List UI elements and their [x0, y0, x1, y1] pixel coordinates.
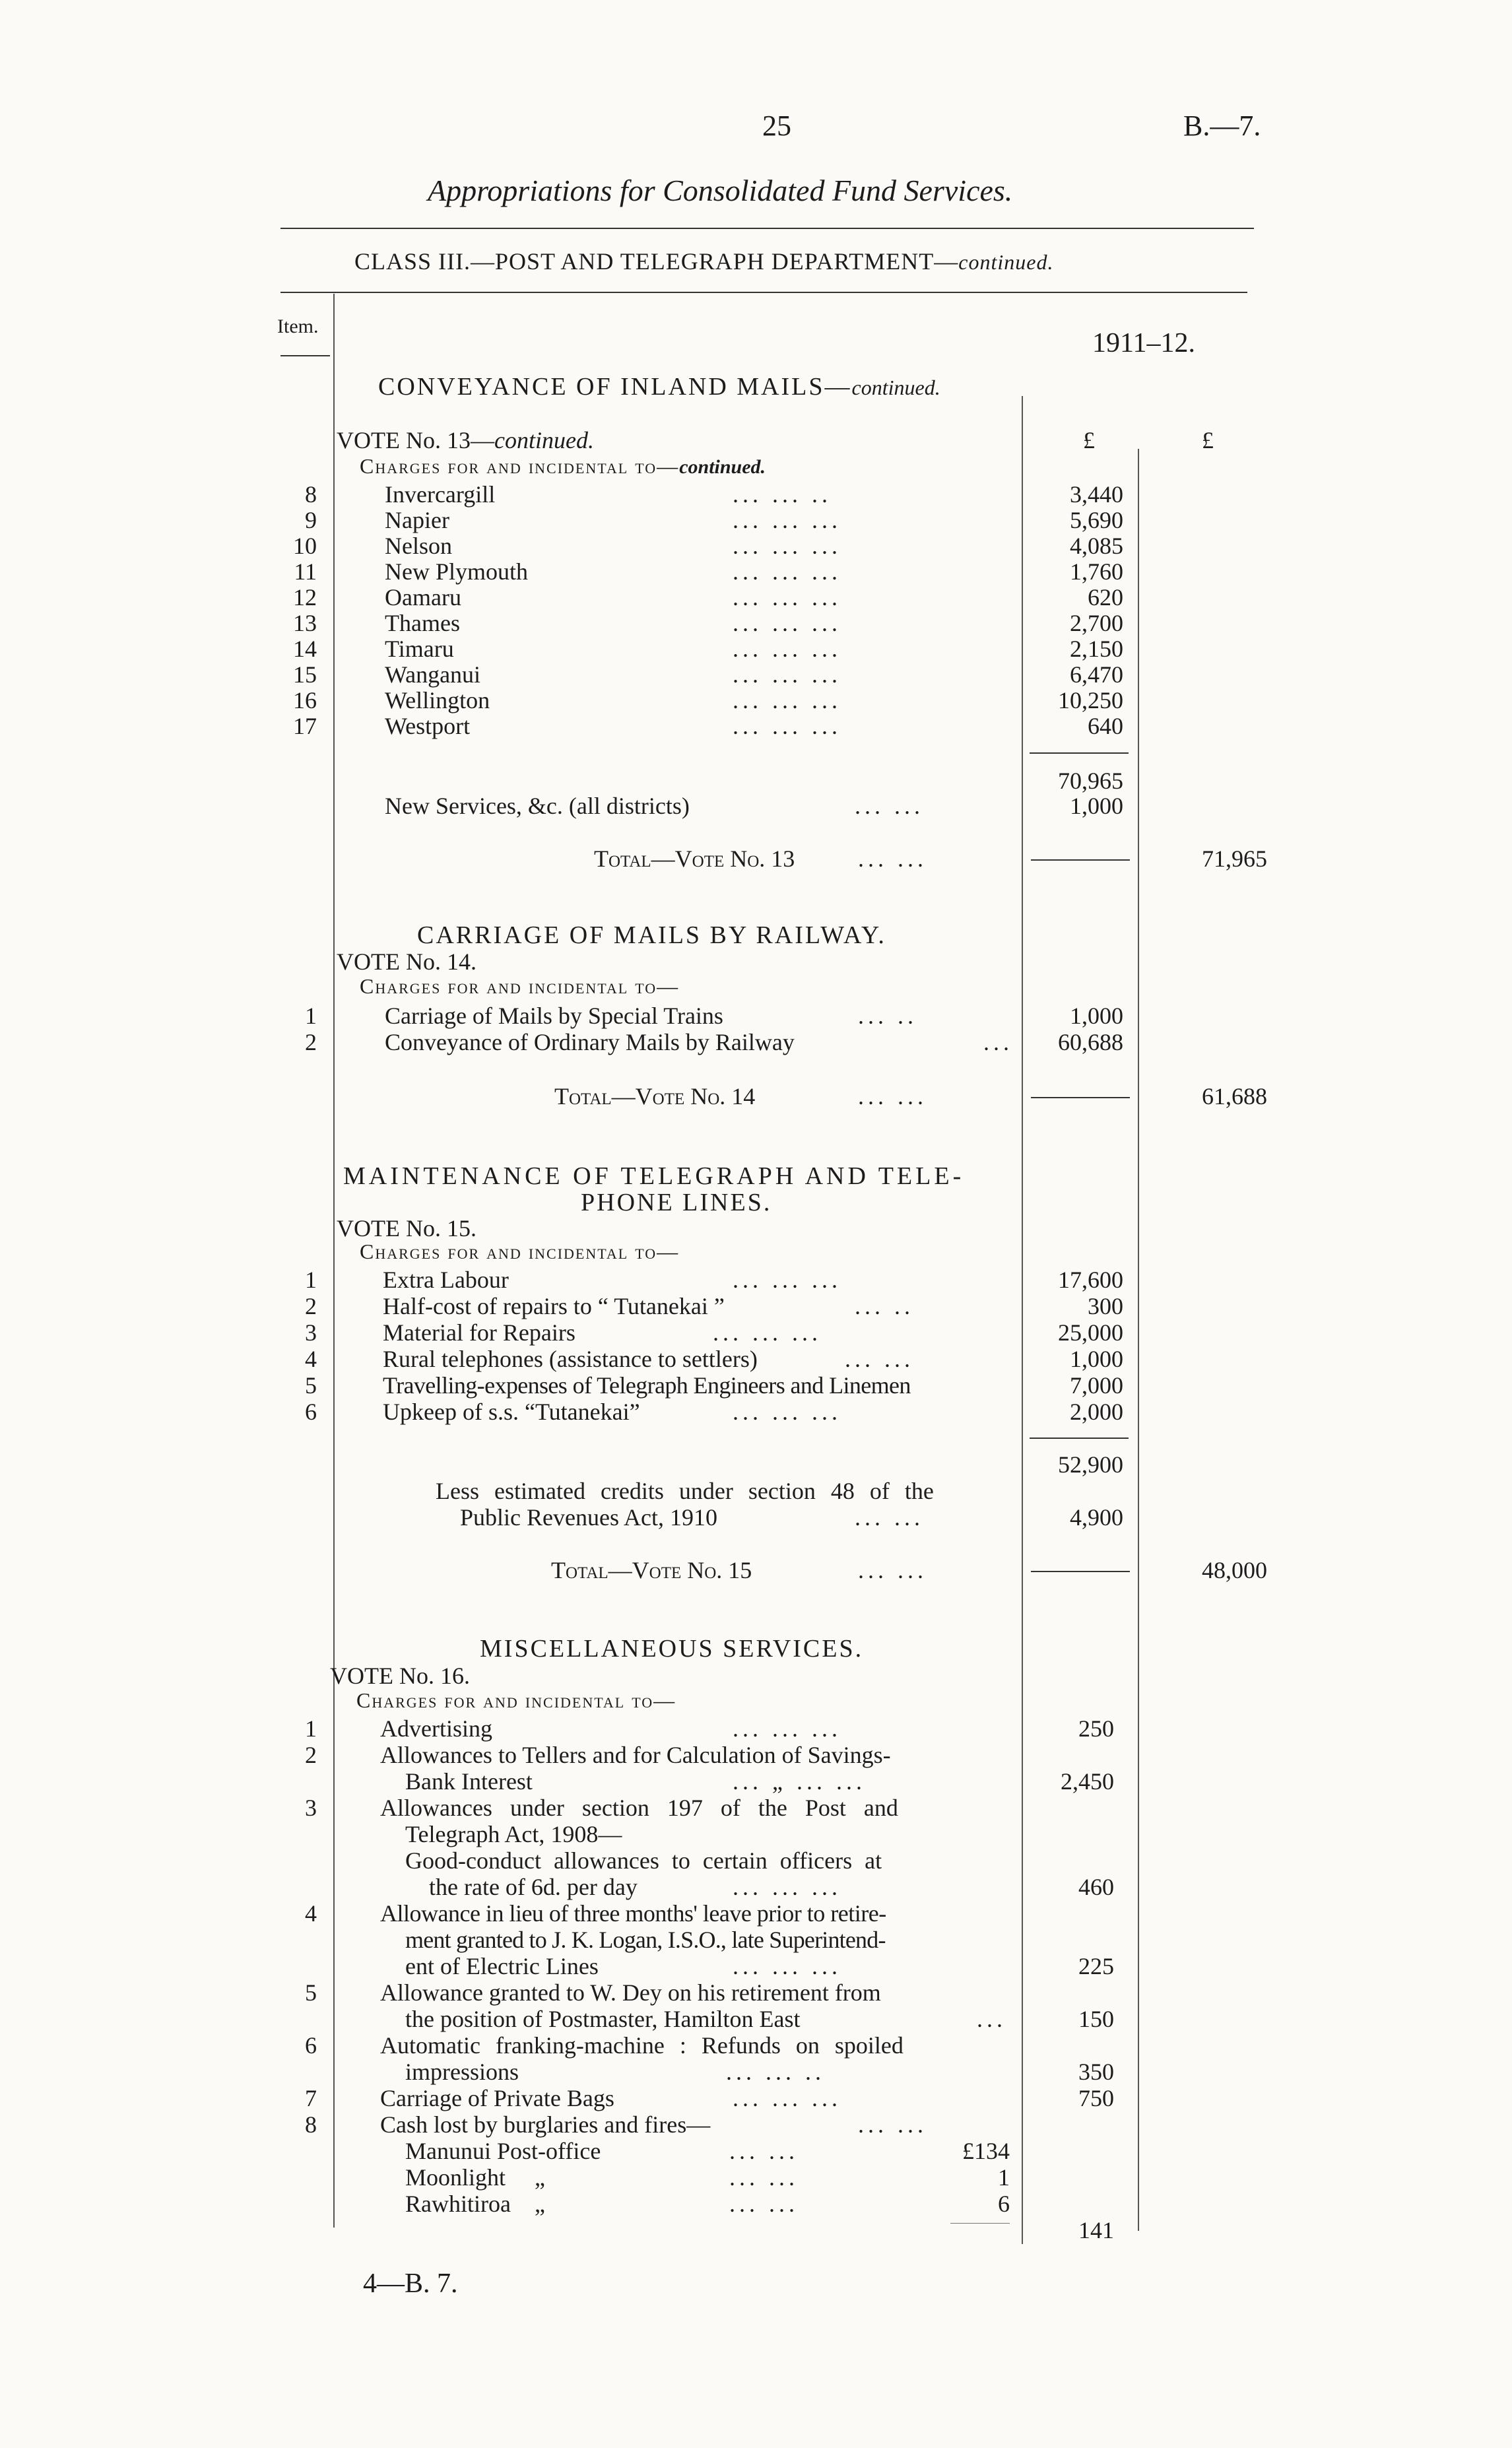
item-label: New Plymouth — [385, 558, 529, 585]
vote-16-label: VOTE No. 16. — [330, 1663, 470, 1689]
item-number: 2 — [305, 1742, 317, 1768]
leader-dots: ... ... ... — [733, 1874, 841, 1900]
item-number: 5 — [305, 1979, 317, 2006]
item-number: 16 — [293, 687, 317, 713]
item-number: 10 — [293, 533, 317, 559]
leader-dots: ... ... — [858, 845, 927, 872]
item-amount: 1,760 — [1070, 558, 1123, 585]
item-number: 6 — [305, 2032, 317, 2059]
vote-13-total: 71,965 — [1202, 845, 1267, 872]
item-label: Westport — [385, 713, 471, 739]
subtotal-rule — [1030, 752, 1129, 754]
subtotal-rule — [1030, 1438, 1129, 1439]
vote-14-charges: Charges for and incidental to— — [360, 974, 680, 998]
item-amount: 150 — [1078, 2006, 1114, 2032]
total-dash — [1031, 859, 1130, 861]
section-heading-telegraph: MAINTENANCE OF TELEGRAPH AND TELE- — [343, 1162, 965, 1190]
item-number: 15 — [293, 661, 317, 688]
page-number: 25 — [762, 110, 791, 142]
vote-13-charges: Charges for and incidental to—continued. — [360, 454, 766, 478]
item-label-line1: Allowances under section 197 of the Post and — [380, 1795, 898, 1821]
item-number: 4 — [305, 1346, 317, 1372]
ditto-mark: „ — [535, 2191, 545, 2217]
sub-total-rule — [950, 2223, 1010, 2224]
item-column-header: Item. — [277, 315, 319, 337]
section-heading-railway: CARRIAGE OF MAILS BY RAILWAY. — [417, 921, 886, 949]
item-number: 3 — [305, 1319, 317, 1346]
item-label: Timaru — [385, 636, 454, 662]
item-label: Carriage of Mails by Special Trains — [385, 1003, 723, 1029]
sub-item-amount: 6 — [998, 2191, 1010, 2217]
item-amount: 7,000 — [1070, 1372, 1123, 1399]
item-amount: 300 — [1088, 1293, 1123, 1319]
item-number: 4 — [305, 1900, 317, 1927]
item-amount: 640 — [1088, 713, 1123, 739]
title-rule — [280, 228, 1254, 229]
item-amount: 225 — [1078, 1953, 1114, 1979]
item-label: Oamaru — [385, 584, 461, 611]
item-number: 8 — [305, 2111, 317, 2138]
item-column-rule — [333, 294, 335, 2228]
less-credits-amount: 4,900 — [1070, 1504, 1123, 1531]
leader-dots: ... — [983, 1029, 1013, 1055]
less-credits-line1: Less estimated credits under section 48 of the — [436, 1478, 934, 1504]
item-amount: 17,600 — [1058, 1267, 1123, 1293]
item-amount: 141 — [1078, 2217, 1114, 2243]
less-credits-line2: Public Revenues Act, 1910 — [460, 1504, 717, 1531]
item-amount: 460 — [1078, 1874, 1114, 1900]
item-number: 2 — [305, 1293, 317, 1319]
leader-dots: ... .. — [858, 1003, 917, 1029]
item-number: 1 — [305, 1267, 317, 1293]
vote-14-total: 61,688 — [1202, 1083, 1267, 1109]
sub-item-label: Rawhitiroa — [405, 2191, 511, 2217]
item-amount: 2,150 — [1070, 636, 1123, 662]
item-label: Napier — [385, 507, 449, 533]
section-heading-telegraph-line2: PHONE LINES. — [581, 1189, 772, 1216]
vote-15-charges: Charges for and incidental to— — [360, 1240, 680, 1263]
item-number: 9 — [305, 507, 317, 533]
item-number: 8 — [305, 481, 317, 508]
item-amount: 25,000 — [1058, 1319, 1123, 1346]
leader-dots: ... ... ... — [733, 636, 841, 662]
item-number: 5 — [305, 1372, 317, 1399]
item-number: 2 — [305, 1029, 317, 1055]
vote-15-total-label: Total—Vote No. 15 — [551, 1557, 752, 1583]
item-number: 6 — [305, 1399, 317, 1425]
pound-symbol-amount: £ — [1083, 427, 1095, 453]
item-label: Invercargill — [385, 481, 496, 508]
item-label-line2: Telegraph Act, 1908— — [405, 1821, 622, 1847]
header-rule — [280, 292, 1247, 293]
item-label-line3: ent of Electric Lines — [405, 1953, 599, 1979]
leader-dots: ... ... ... — [733, 1715, 841, 1742]
item-label: Thames — [385, 610, 460, 636]
leader-dots: ... ... ... — [733, 507, 841, 533]
section-heading-miscellaneous: MISCELLANEOUS SERVICES. — [480, 1635, 864, 1663]
leader-dots: ... ... — [858, 1557, 927, 1583]
item-number: 3 — [305, 1795, 317, 1821]
item-amount: 250 — [1078, 1715, 1114, 1742]
vote-15-label: VOTE No. 15. — [337, 1215, 477, 1241]
item-label-line1: Allowances to Tellers and for Calculation of Savings- — [380, 1742, 891, 1768]
item-label: Wanganui — [385, 661, 481, 688]
leader-dots: ... ... ... — [733, 1399, 841, 1425]
item-amount: 6,470 — [1070, 661, 1123, 688]
leader-dots: ... ... ... — [733, 584, 841, 611]
class-heading: CLASS III.—POST AND TELEGRAPH DEPARTMENT—continued. — [354, 248, 1054, 275]
leader-dots: ... ... .. — [726, 2059, 825, 2085]
footer-signature: 4—B. 7. — [363, 2268, 458, 2299]
leader-dots: ... ... ... — [733, 533, 841, 559]
item-header-rule — [280, 355, 330, 356]
year-header: 1911–12. — [1092, 328, 1195, 358]
item-amount: 60,688 — [1058, 1029, 1123, 1055]
leader-dots: ... ... ... — [733, 1267, 841, 1293]
item-number: 11 — [294, 558, 317, 585]
item-number: 13 — [293, 610, 317, 636]
item-label: Travelling-expenses of Telegraph Engineers and Linemen — [383, 1372, 911, 1399]
item-label-line2: the position of Postmaster, Hamilton East — [405, 2006, 801, 2032]
item-label: Rural telephones (assistance to settlers) — [383, 1346, 758, 1372]
item-amount: 10,250 — [1058, 687, 1123, 713]
item-number: 7 — [305, 2085, 317, 2111]
leader-dots: ... ... — [855, 1504, 924, 1531]
item-amount: 2,450 — [1061, 1768, 1114, 1795]
leader-dots: ... ... — [729, 2138, 799, 2164]
item-label-line1: Automatic franking-machine : Refunds on spoiled — [380, 2032, 904, 2059]
sub-item-label: Moonlight — [405, 2164, 506, 2191]
item-label: Extra Labour — [383, 1267, 509, 1293]
leader-dots: ... ... ... — [733, 661, 841, 688]
total-column-rule — [1138, 449, 1139, 2231]
leader-dots: ... ... — [855, 793, 924, 819]
item-label-line4: the rate of 6d. per day — [429, 1874, 638, 1900]
item-number: 17 — [293, 713, 317, 739]
sub-item-amount: £134 — [962, 2138, 1010, 2164]
total-dash — [1031, 1571, 1130, 1572]
amount-column-rule — [1022, 396, 1023, 2244]
item-label: Advertising — [380, 1715, 492, 1742]
item-number: 1 — [305, 1715, 317, 1742]
item-label: Nelson — [385, 533, 452, 559]
new-services-amount: 1,000 — [1070, 793, 1123, 819]
item-number: 12 — [293, 584, 317, 611]
item-amount: 3,440 — [1070, 481, 1123, 508]
item-label-line2: ment granted to J. K. Logan, I.S.O., late Superintend- — [405, 1927, 886, 1953]
leader-dots: ... ... ... — [733, 610, 841, 636]
sub-item-label: Manunui Post-office — [405, 2138, 601, 2164]
item-label: Material for Repairs — [383, 1319, 575, 1346]
subtotal-amount: 52,900 — [1058, 1451, 1123, 1478]
leader-dots: ... ... ... — [733, 1953, 841, 1979]
item-amount: 750 — [1078, 2085, 1114, 2111]
new-services-label: New Services, &c. (all districts) — [385, 793, 690, 819]
item-label: Wellington — [385, 687, 490, 713]
item-label-line2: impressions — [405, 2059, 519, 2085]
sub-item-amount: 1 — [998, 2164, 1010, 2191]
item-label-line2: Bank Interest — [405, 1768, 533, 1795]
item-amount: 4,085 — [1070, 533, 1123, 559]
item-label-line3: Good-conduct allowances to certain officers at — [405, 1847, 882, 1874]
section-heading-inland-mails: CONVEYANCE OF INLAND MAILS—continued. — [378, 373, 940, 401]
item-label: Cash lost by burglaries and fires— — [380, 2111, 711, 2138]
item-label-line1: Allowance in lieu of three months' leave prior to retire- — [380, 1900, 886, 1927]
item-number: 14 — [293, 636, 317, 662]
total-dash — [1031, 1097, 1130, 1098]
item-number: 1 — [305, 1003, 317, 1029]
item-amount: 5,690 — [1070, 507, 1123, 533]
leader-dots: ... ... — [729, 2164, 799, 2191]
vote-14-label: VOTE No. 14. — [337, 948, 477, 975]
leader-dots: ... ... — [858, 1083, 927, 1109]
leader-dots: ... ... ... — [733, 2085, 841, 2111]
leader-dots: ... ... — [729, 2191, 799, 2217]
item-label: Upkeep of s.s. “Tutanekai” — [383, 1399, 640, 1425]
leader-dots: ... ... .. — [733, 481, 832, 508]
leader-dots: ... .. — [855, 1293, 914, 1319]
leader-dots: ... „ ... ... — [733, 1768, 866, 1795]
leader-dots: ... ... ... — [733, 687, 841, 713]
item-amount: 2,000 — [1070, 1399, 1123, 1425]
leader-dots: ... ... — [845, 1346, 914, 1372]
item-label: Carriage of Private Bags — [380, 2085, 614, 2111]
paper-id: B.—7. — [1183, 110, 1261, 142]
vote-13-total-label: Total—Vote No. 13 — [594, 845, 795, 872]
vote-15-total: 48,000 — [1202, 1557, 1267, 1583]
item-amount: 350 — [1078, 2059, 1114, 2085]
page-title: Appropriations for Consolidated Fund Services. — [428, 174, 1013, 207]
item-label: Conveyance of Ordinary Mails by Railway — [385, 1029, 795, 1055]
subtotal-amount: 70,965 — [1058, 768, 1123, 794]
ditto-mark: „ — [535, 2164, 545, 2191]
item-amount: 1,000 — [1070, 1003, 1123, 1029]
pound-symbol-total: £ — [1202, 427, 1214, 453]
leader-dots: ... ... ... — [733, 558, 841, 585]
item-amount: 620 — [1088, 584, 1123, 611]
leader-dots: ... — [977, 2006, 1006, 2032]
vote-14-total-label: Total—Vote No. 14 — [554, 1083, 756, 1109]
vote-16-charges: Charges for and incidental to— — [356, 1688, 676, 1712]
leader-dots: ... ... ... — [713, 1319, 822, 1346]
leader-dots: ... ... — [858, 2111, 927, 2138]
item-label-line1: Allowance granted to W. Dey on his retirement from — [380, 1979, 881, 2006]
item-label: Half-cost of repairs to “ Tutanekai ” — [383, 1293, 725, 1319]
item-amount: 1,000 — [1070, 1346, 1123, 1372]
leader-dots: ... ... ... — [733, 713, 841, 739]
vote-13-label: VOTE No. 13—continued. — [337, 427, 594, 453]
item-amount: 2,700 — [1070, 610, 1123, 636]
